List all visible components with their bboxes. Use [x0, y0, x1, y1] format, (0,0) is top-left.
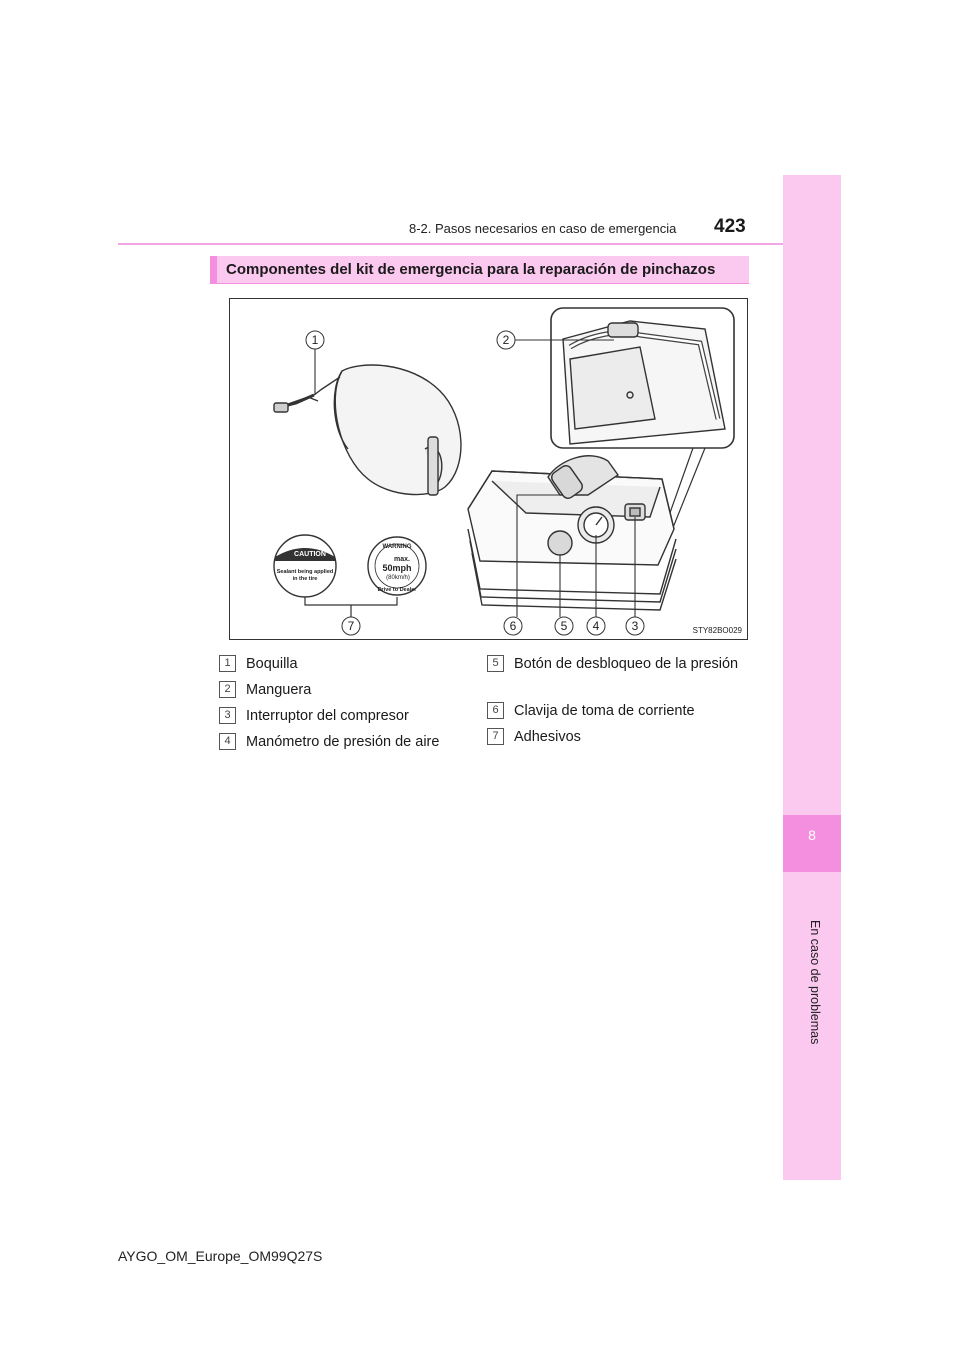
caution-line2: in the tire [292, 576, 318, 582]
page-number: 423 [714, 216, 746, 237]
legend-item-5 [487, 654, 744, 675]
footer-document-id: AYGO_OM_Europe_OM99Q27S [118, 1248, 323, 1264]
callout-4 [587, 617, 605, 635]
side-tab-active-chapter[interactable] [783, 815, 841, 872]
header-divider [118, 243, 783, 245]
callout-5 [555, 617, 573, 635]
legend-number: 2 [219, 681, 236, 698]
legend-number: 1 [219, 655, 236, 672]
legend-label: Adhesivos [514, 729, 581, 745]
legend-item-3 [219, 706, 409, 727]
svg-text:4: 4 [592, 619, 600, 633]
legend-label: Manómetro de presión de aire [246, 734, 440, 750]
callout-3 [626, 617, 644, 635]
sealant-bottle-drawing [274, 365, 461, 495]
svg-text:1: 1 [311, 333, 319, 347]
legend-label: Boquilla [246, 656, 298, 672]
svg-text:6: 6 [509, 619, 517, 633]
callout-7 [342, 617, 360, 635]
section-heading-underline [210, 283, 749, 284]
svg-text:3: 3 [631, 619, 639, 633]
legend-number: 6 [487, 702, 504, 719]
legend-label: Manguera [246, 682, 312, 698]
legend-number: 4 [219, 733, 236, 750]
caution-line1: Sealant being applied [276, 569, 334, 575]
caution-heading: CAUTION [294, 551, 326, 558]
chapter-title: En caso de problemas [808, 920, 822, 1045]
warning-arc-text: Drive to Dealer [377, 587, 417, 593]
legend-label: Botón de desbloqueo de la presión [514, 656, 739, 672]
legend-item-6 [487, 701, 695, 722]
legend-number: 5 [487, 655, 504, 672]
caution-sticker [274, 535, 336, 597]
legend-number: 3 [219, 707, 236, 724]
illustration-figure [229, 298, 748, 640]
repair-kit-illustration [230, 299, 747, 639]
warning-max: max. [394, 556, 410, 563]
compressor-drawing [468, 456, 676, 610]
svg-text:7: 7 [347, 619, 355, 633]
warning-speed: 50mph [382, 563, 412, 573]
svg-text:2: 2 [502, 333, 510, 347]
legend-item-7 [487, 727, 581, 748]
chapter-number: 8 [808, 827, 816, 843]
header-section-title: 8-2. Pasos necesarios en caso de emergencia [409, 221, 677, 236]
legend-item-1 [219, 654, 298, 675]
legend-label: Clavija de toma de corriente [514, 703, 695, 719]
warning-speed-kmh: (80km/h) [386, 575, 410, 581]
warning-sticker [368, 537, 426, 595]
figure-code: STY82BO029 [692, 626, 742, 635]
callout-6 [504, 617, 522, 635]
legend-number: 7 [487, 728, 504, 745]
svg-text:5: 5 [560, 619, 568, 633]
legend-item-2 [219, 680, 311, 701]
callout-1 [306, 331, 324, 349]
callout-2 [497, 331, 515, 349]
case-lid-drawing [551, 308, 734, 448]
legend-label: Interruptor del compresor [246, 708, 409, 724]
legend-item-4 [219, 732, 439, 753]
warning-heading: WARNING [382, 544, 412, 550]
section-heading: Componentes del kit de emergencia para la reparación de pinchazos [226, 261, 716, 278]
